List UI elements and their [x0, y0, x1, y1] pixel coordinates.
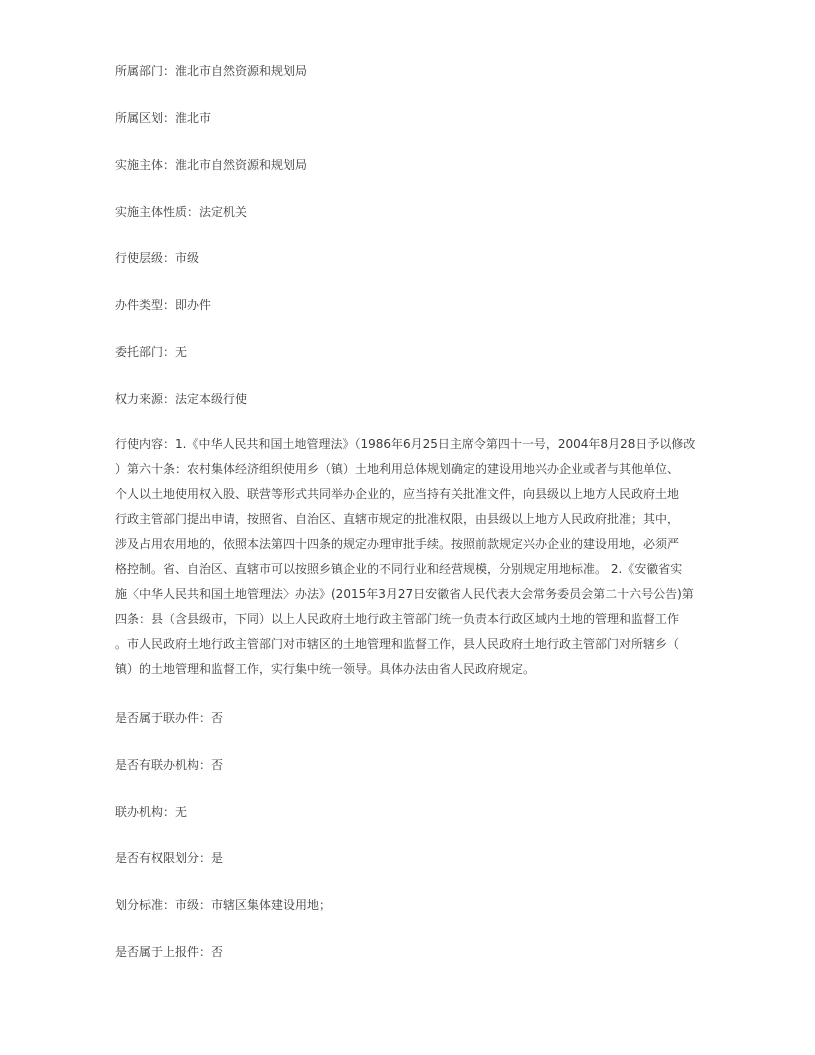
content-line: 行使内容：1.《中华人民共和国土地管理法》（1986年6月25日主席令第四十一号，2004年8月28日予以修改	[115, 437, 696, 451]
field-entrusted-dept: 委托部门：无	[115, 345, 188, 359]
field-power-source: 权力来源：法定本级行使	[115, 392, 248, 406]
field-division-standard: 划分标准：市级：市辖区集体建设用地；	[115, 898, 332, 912]
content-line: 个人以土地使用权入股、联营等形式共同举办企业的，应当持有关批准文件，向县级以上地方人民政府土地	[115, 487, 680, 501]
field-exercise-content	[115, 432, 715, 682]
field-joint-agency: 联办机构：无	[115, 805, 188, 819]
content-line: 涉及占用农用地的，依照本法第四十四条的规定办理审批手续。按照前款规定兴办企业的建设用地，必须严	[115, 537, 680, 551]
content-line: 四条：县（含县级市，下同）以上人民政府土地行政主管部门统一负责本行政区域内土地的管理和监督工作	[115, 612, 680, 626]
field-level: 行使层级：市级	[115, 251, 200, 265]
content-line: 。市人民政府土地行政主管部门对市辖区的土地管理和监督工作，县人民政府土地行政主管部门对所辖乡（	[115, 637, 680, 651]
content-line: 行政主管部门提出申请，按照省、自治区、直辖市规定的批准权限，由县级以上地方人民政府批准；其中，	[115, 512, 680, 526]
field-region: 所属区划：淮北市	[115, 111, 212, 125]
content-line: 施〈中华人民共和国土地管理法〉办法》(2015年3月27日安徽省人民代表大会常务委员会第二十六号公告)第	[115, 587, 694, 601]
field-implementing-body: 实施主体：淮北市自然资源和规划局	[115, 158, 308, 172]
field-case-type: 办件类型：即办件	[115, 298, 212, 312]
field-authority-division: 是否有权限划分：是	[115, 851, 224, 865]
content-line: 镇）的土地管理和监督工作，实行集中统一领导。具体办法由省人民政府规定。	[115, 662, 536, 676]
field-joint-case: 是否属于联办件：否	[115, 711, 224, 725]
field-department: 所属部门：淮北市自然资源和规划局	[115, 64, 308, 78]
field-joint-agency-exists: 是否有联办机构：否	[115, 758, 224, 772]
field-body-nature: 实施主体性质：法定机关	[115, 205, 248, 219]
field-reporting-case: 是否属于上报件：否	[115, 945, 224, 959]
content-line: ）第六十条：农村集体经济组织使用乡（镇）土地利用总体规划确定的建设用地兴办企业或者与其他单位、	[115, 462, 680, 476]
content-line: 格控制。省、自治区、直辖市可以按照乡镇企业的不同行业和经营规模，分别规定用地标准。 2.《安徽省实	[115, 562, 683, 576]
